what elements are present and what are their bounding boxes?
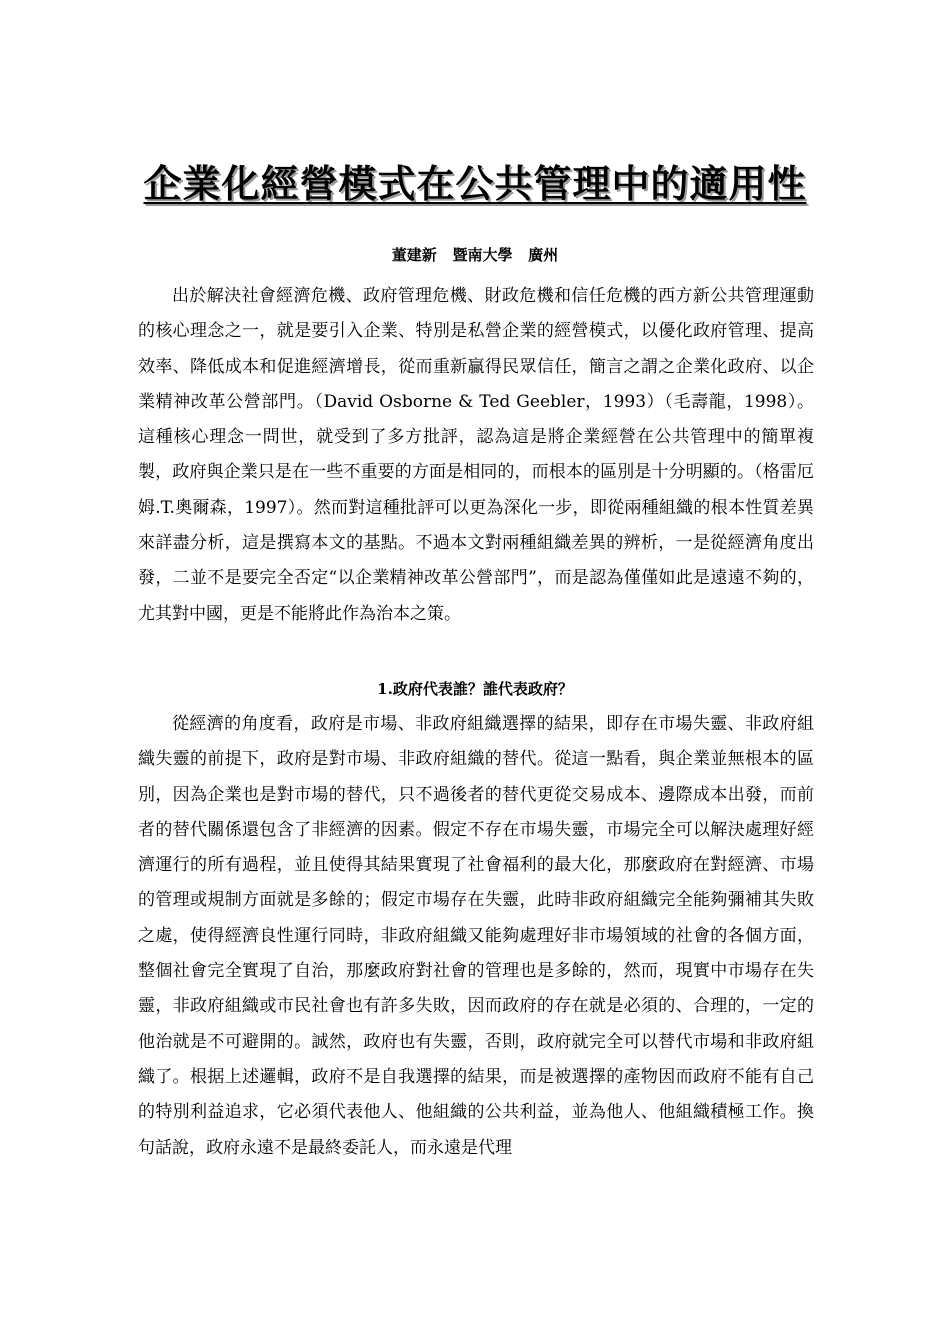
section-1-block <box>138 707 814 1166</box>
section-heading-1: 1.政府代表誰？誰代表政府？ <box>377 680 573 698</box>
author-city: 廣州 <box>528 246 559 264</box>
author-line <box>0 243 950 267</box>
intro-paragraph: 出於解決社會經濟危機、政府管理危機、財政危機和信任危機的西方新公共管理運動的核心理念之一，就是要引入企業、特別是私營企業的經營模式，以優化政府管理、提高效率、降低成本和促進經濟增長，從而重新贏得民眾信任，簡言之謂之企業化政府、以企業精神改革公營部門。（David Osborne & Ted Geebler，1993）（毛壽龍，1998）。這種核心理念一問世，就受到了多方批評，認為這是將企業經營在公共管理中的簡單複製，政府與企業只是在一些不重要的方面是相同的，而根本的區別是十分明顯的。（格雷厄姆.T.奧爾森，1997）。然而對這種批評可以更為深化一步，即從兩種組織的根本性質差異來詳盡分析，這是撰寫本文的基點。不過本文對兩種組織差異的辨析，一是從經濟角度出發，二並不是要完全否定“以企業精神改革公營部門”，而是認為僅僅如此是遠遠不夠的，尤其對中國，更是不能將此作為治本之策。 <box>138 286 814 624</box>
document-title: 企業化經營模式在公共管理中的適用性 <box>143 161 807 206</box>
author-affiliation: 暨南大學 <box>452 246 513 264</box>
section-1-paragraph: 從經濟的角度看，政府是市場、非政府組織選擇的結果，即存在市場失靈、非政府組織失靈的前提下，政府是對市場、非政府組織的替代。從這一點看，與企業並無根本的區別，因為企業也是對市場的替代，只不過後者的替代更從交易成本、邊際成本出發，而前者的替代關係還包含了非經濟的因素。假定不存在市場失靈，市場完全可以解決處理好經濟運行的所有過程，並且使得其結果實現了社會福利的最大化，那麼政府在對經濟、市場的管理或規制方面就是多餘的；假定市場存在失靈，此時非政府組織完全能夠彌補其失敗之處，使得經濟良性運行同時，非政府組織又能夠處理好非市場領域的社會的各個方面，整個社會完全實現了自治，那麼政府對社會的管理也是多餘的，然而，現實中市場存在失靈，非政府組織或市民社會也有許多失敗，因而政府的存在就是必須的、合理的，一定的他治就是不可避開的。誠然，政府也有失靈，否則，政府就完全可以替代市場和非政府組織了。根据上述邏輯，政府不是自我選擇的結果，而是被選擇的產物因而政府不能有自己的特別利益追求，它必須代表他人、他組織的公共利益，並為他人、他組織積極工作。換句話說，政府永遠不是最終委託人，而永遠是代理 <box>138 714 814 1158</box>
intro-block <box>138 279 814 632</box>
author-name: 董建新 <box>391 246 437 264</box>
